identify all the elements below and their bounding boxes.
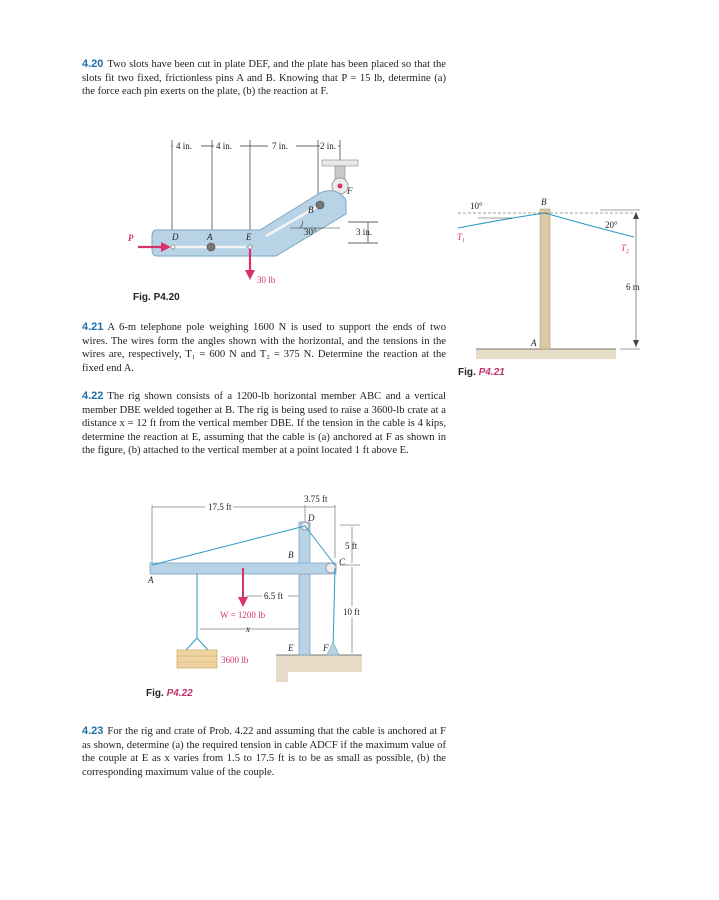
dim-10ft: 10 ft <box>343 607 360 617</box>
problem-text: Two slots have been cut in plate DEF, and the plate has been placed so that the slots fit two fixed, frictionless pins A and B. Knowing that P = 15 lb, determine (a) the force each pin exerts on the plate, (b) the reaction at F. <box>82 59 446 98</box>
label-A: A <box>531 338 537 348</box>
dim-2in: 2 in. <box>320 141 337 151</box>
caption-p4-21: Fig. P4.21 <box>458 367 505 378</box>
dim-6-5ft: 6.5 ft <box>264 591 283 601</box>
label-C: C <box>339 557 346 567</box>
dim-x: x <box>246 624 250 634</box>
label-F: F <box>347 186 353 196</box>
dim-6m: 6 m <box>626 282 640 292</box>
problem-number: 4.23 <box>82 725 104 737</box>
dim-3-75ft: 3.75 ft <box>304 494 328 504</box>
label-E: E <box>288 643 294 653</box>
problem-text: A 6-m telephone pole weighing 1600 N is used to support the ends of two wires. The wires form the angles shown with the horizontal, and the tensions in the wires are, respectively, T₁ = 600 N and T₂ = 375 N. Determine the reaction at the fixed end A. <box>82 322 446 374</box>
caption-p4-22: Fig. P4.22 <box>146 688 193 699</box>
label-E: E <box>246 232 252 242</box>
problem-text: For the rig and crate of Prob. 4.22 and assuming that the cable is anchored at F as shown, determine (a) the required tension in cable ADCF if the maximum value of the couple at E as x varies from 1.5 to 17.5 ft is to be as small as possible, (b) the corresponding maximum value of the couple. <box>82 726 446 778</box>
crate <box>177 650 217 668</box>
angle-30: 30° <box>304 227 317 237</box>
label-T1: $T_1$ <box>457 232 466 244</box>
dim-4in-b: 4 in. <box>216 141 233 151</box>
angle-20: 20° <box>605 220 618 230</box>
dim-4in-a: 4 in. <box>176 141 193 151</box>
label-B: B <box>308 205 314 215</box>
label-B: B <box>288 550 294 560</box>
label-A: A <box>207 232 213 242</box>
caption-p4-20: Fig. P4.20 <box>133 292 180 303</box>
force-P-label: P <box>128 233 134 243</box>
problem-number: 4.20 <box>82 58 104 70</box>
problem-4-23 <box>82 725 446 779</box>
angle-10: 10° <box>470 201 483 211</box>
problem-number: 4.21 <box>82 321 104 333</box>
dim-3in: 3 in. <box>356 227 373 237</box>
label-T2: $T_2$ <box>621 243 630 255</box>
label-D: D <box>172 232 179 242</box>
load-30lb: 30 lb <box>257 275 276 285</box>
dim-5ft: 5 ft <box>345 541 358 551</box>
dim-17-5ft: 17.5 ft <box>208 502 232 512</box>
dim-7in: 7 in. <box>272 141 289 151</box>
label-A: A <box>148 575 154 585</box>
label-B: B <box>541 197 547 207</box>
crate-weight: 3600 lb <box>221 655 249 665</box>
problem-text: The rig shown consists of a 1200-lb horizontal member ABC and a vertical member DBE welded together at B. The rig is being used to raise a 3600-lb crate at a distance x = 12 ft from the vertical member DBE. If the tension in the cable is 4 kips, determine the reaction at E, assuming that the cable is (a) anchored at F as shown in the figure, (b) attached to the vertical member at a point located 1 ft above E. <box>82 391 446 457</box>
problem-number: 4.22 <box>82 390 104 402</box>
member-DBE <box>299 522 310 655</box>
label-F: F <box>323 643 329 653</box>
label-D: D <box>308 513 315 523</box>
weight-label: W = 1200 lb <box>220 610 266 620</box>
